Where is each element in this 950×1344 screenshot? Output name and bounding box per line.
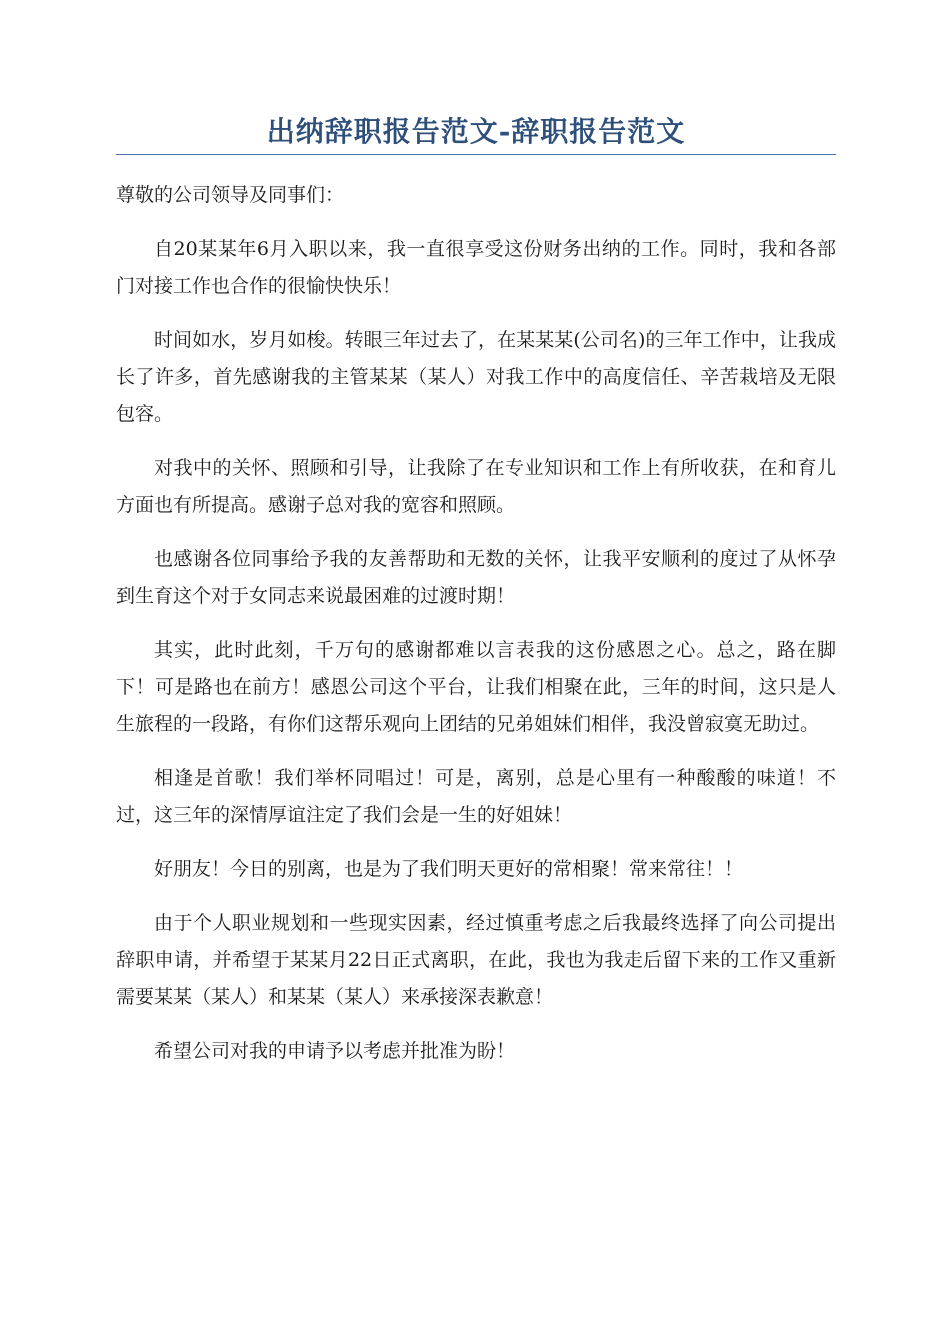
paragraph: 其实，此时此刻，千万句的感谢都难以言表我的这份感恩之心。总之，路在脚下！可是路也在前方！感恩公司这个平台，让我们相聚在此，三年的时间，这只是人生旅程的一段路，有你们这帮乐观向上团结的兄弟姐妹们相伴，我没曾寂寞无助过。: [116, 639, 836, 735]
paragraph: 希望公司对我的申请予以考虑并批准为盼！: [154, 1040, 516, 1062]
paragraph: 也感谢各位同事给予我的友善帮助和无数的关怀，让我平安顺利的度过了从怀孕到生育这个对于女同志来说最困难的过渡时期！: [116, 548, 836, 607]
document-title: 出纳辞职报告范文-辞职报告范文: [266, 115, 686, 148]
paragraph: 时间如水，岁月如梭。转眼三年过去了，在某某某(公司名)的三年工作中，让我成长了许多，首先感谢我的主管某某（某人）对我工作中的高度信任、辛苦栽培及无限包容。: [116, 329, 836, 425]
paragraph: 好朋友！今日的别离，也是为了我们明天更好的常相聚！常来常往！！: [154, 858, 744, 880]
paragraph: 自20某某年6月入职以来，我一直很享受这份财务出纳的工作。同时，我和各部门对接工作也合作的很愉快快乐！: [116, 238, 836, 297]
salutation: 尊敬的公司领导及同事们：: [116, 184, 345, 206]
document-page: [116, 0, 836, 1070]
paragraph: 相逢是首歌！我们举杯同唱过！可是，离别，总是心里有一种酸酸的味道！不过，这三年的深情厚谊注定了我们会是一生的好姐妹！: [116, 767, 836, 826]
paragraph: 对我中的关怀、照顾和引导，让我除了在专业知识和工作上有所收获，在和育儿方面也有所提高。感谢子总对我的宽容和照顾。: [116, 457, 836, 516]
paragraph: 由于个人职业规划和一些现实因素，经过慎重考虑之后我最终选择了向公司提出辞职申请，并希望于某某月22日正式离职，在此，我也为我走后留下来的工作又重新需要某某（某人）和某某（某人）来承接深表歉意！: [116, 912, 836, 1008]
title-underline: [116, 154, 836, 155]
